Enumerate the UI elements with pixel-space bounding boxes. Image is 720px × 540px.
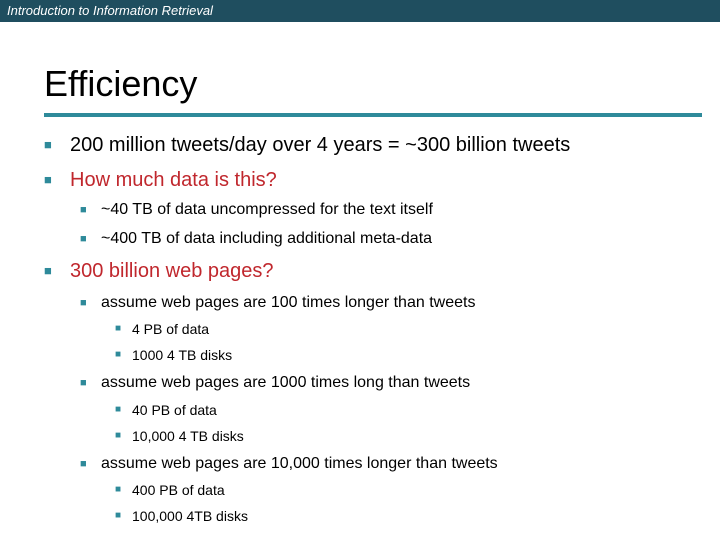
bullet-text: ~40 TB of data uncompressed for the text itself bbox=[101, 201, 433, 218]
bullet-text: How much data is this? bbox=[70, 169, 277, 191]
course-title: Introduction to Information Retrieval bbox=[7, 3, 213, 18]
square-bullet-icon: ■ bbox=[115, 430, 122, 441]
title-divider bbox=[44, 113, 702, 117]
bullet-text: ~400 TB of data including additional meta-data bbox=[101, 230, 433, 247]
bullet-text: 200 million tweets/day over 4 years = ~300 billion tweets bbox=[70, 134, 571, 156]
bullet-text: 40 PB of data bbox=[132, 402, 217, 418]
bullet-text: assume web pages are 10,000 times longer than tweets bbox=[101, 455, 498, 472]
bullet-text: 300 billion web pages? bbox=[70, 260, 274, 282]
slide-title: Efficiency bbox=[44, 63, 198, 104]
square-bullet-icon: ■ bbox=[80, 204, 87, 216]
square-bullet-icon: ■ bbox=[115, 484, 122, 495]
square-bullet-icon: ■ bbox=[44, 172, 52, 187]
bullet-text: 400 PB of data bbox=[132, 482, 225, 498]
square-bullet-icon: ■ bbox=[44, 263, 52, 278]
header-bar bbox=[0, 0, 720, 22]
bullet-text: assume web pages are 100 times longer than tweets bbox=[101, 294, 476, 311]
square-bullet-icon: ■ bbox=[115, 510, 122, 521]
bullet-text: assume web pages are 1000 times long than tweets bbox=[101, 374, 471, 391]
bullet-text: 1000 4 TB disks bbox=[132, 347, 233, 363]
square-bullet-icon: ■ bbox=[115, 349, 122, 360]
square-bullet-icon: ■ bbox=[80, 377, 87, 389]
square-bullet-icon: ■ bbox=[80, 297, 87, 309]
square-bullet-icon: ■ bbox=[80, 233, 87, 245]
square-bullet-icon: ■ bbox=[115, 404, 122, 415]
square-bullet-icon: ■ bbox=[80, 458, 87, 470]
bullet-text: 10,000 4 TB disks bbox=[132, 428, 244, 444]
square-bullet-icon: ■ bbox=[44, 137, 52, 152]
bullet-text: 4 PB of data bbox=[132, 321, 210, 337]
bullet-text: 100,000 4TB disks bbox=[132, 508, 248, 524]
square-bullet-icon: ■ bbox=[115, 323, 122, 334]
